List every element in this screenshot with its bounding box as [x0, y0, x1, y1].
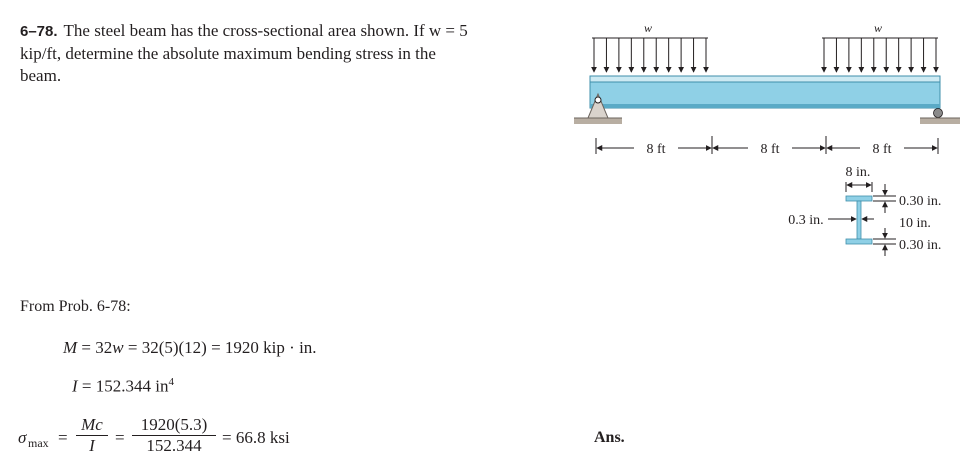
problem-number: 6–78. [20, 23, 58, 40]
load-label-right: w [873, 21, 883, 35]
web-thickness-label: 0.3 in. [788, 213, 824, 228]
from-problem-text: From Prob. 6-78: [20, 298, 131, 315]
load-label-left: w [643, 21, 653, 35]
equation-stress: σ max = $\frac{Mc}{I}$ = $\frac{1920(5.3)}{152.344}$ = 66.8 ksi [18, 415, 290, 455]
beam [590, 76, 940, 108]
span-3-label: 8 ft [872, 142, 892, 157]
bottom-flange-label: 0.30 in. [899, 238, 942, 253]
equation-inertia: I = 152.344 $in^4$ [72, 376, 174, 396]
span-1-label: 8 ft [646, 142, 666, 157]
problem-statement [20, 20, 470, 87]
i-section [788, 165, 941, 256]
distributed-load-right [822, 21, 938, 72]
span-2-label: 8 ft [760, 142, 780, 157]
roller-support [920, 109, 960, 125]
problem-text: The steel beam has the cross-sectional area shown. If w = 5 kip/ft, determine the absolute maximum bending stress in the beam. [20, 21, 468, 85]
answer-marker: Ans. [594, 429, 625, 446]
distributed-load-left [592, 21, 708, 72]
web-height-label: 10 in. [899, 216, 931, 231]
beam-figure [560, 8, 960, 278]
span-dimensions [596, 136, 938, 157]
flange-width-label: 8 in. [845, 165, 871, 180]
equation-moment: M = 32w = 32(5)(12) = 1920 kip · in. [63, 338, 317, 357]
top-flange-label: 0.30 in. [899, 194, 942, 209]
